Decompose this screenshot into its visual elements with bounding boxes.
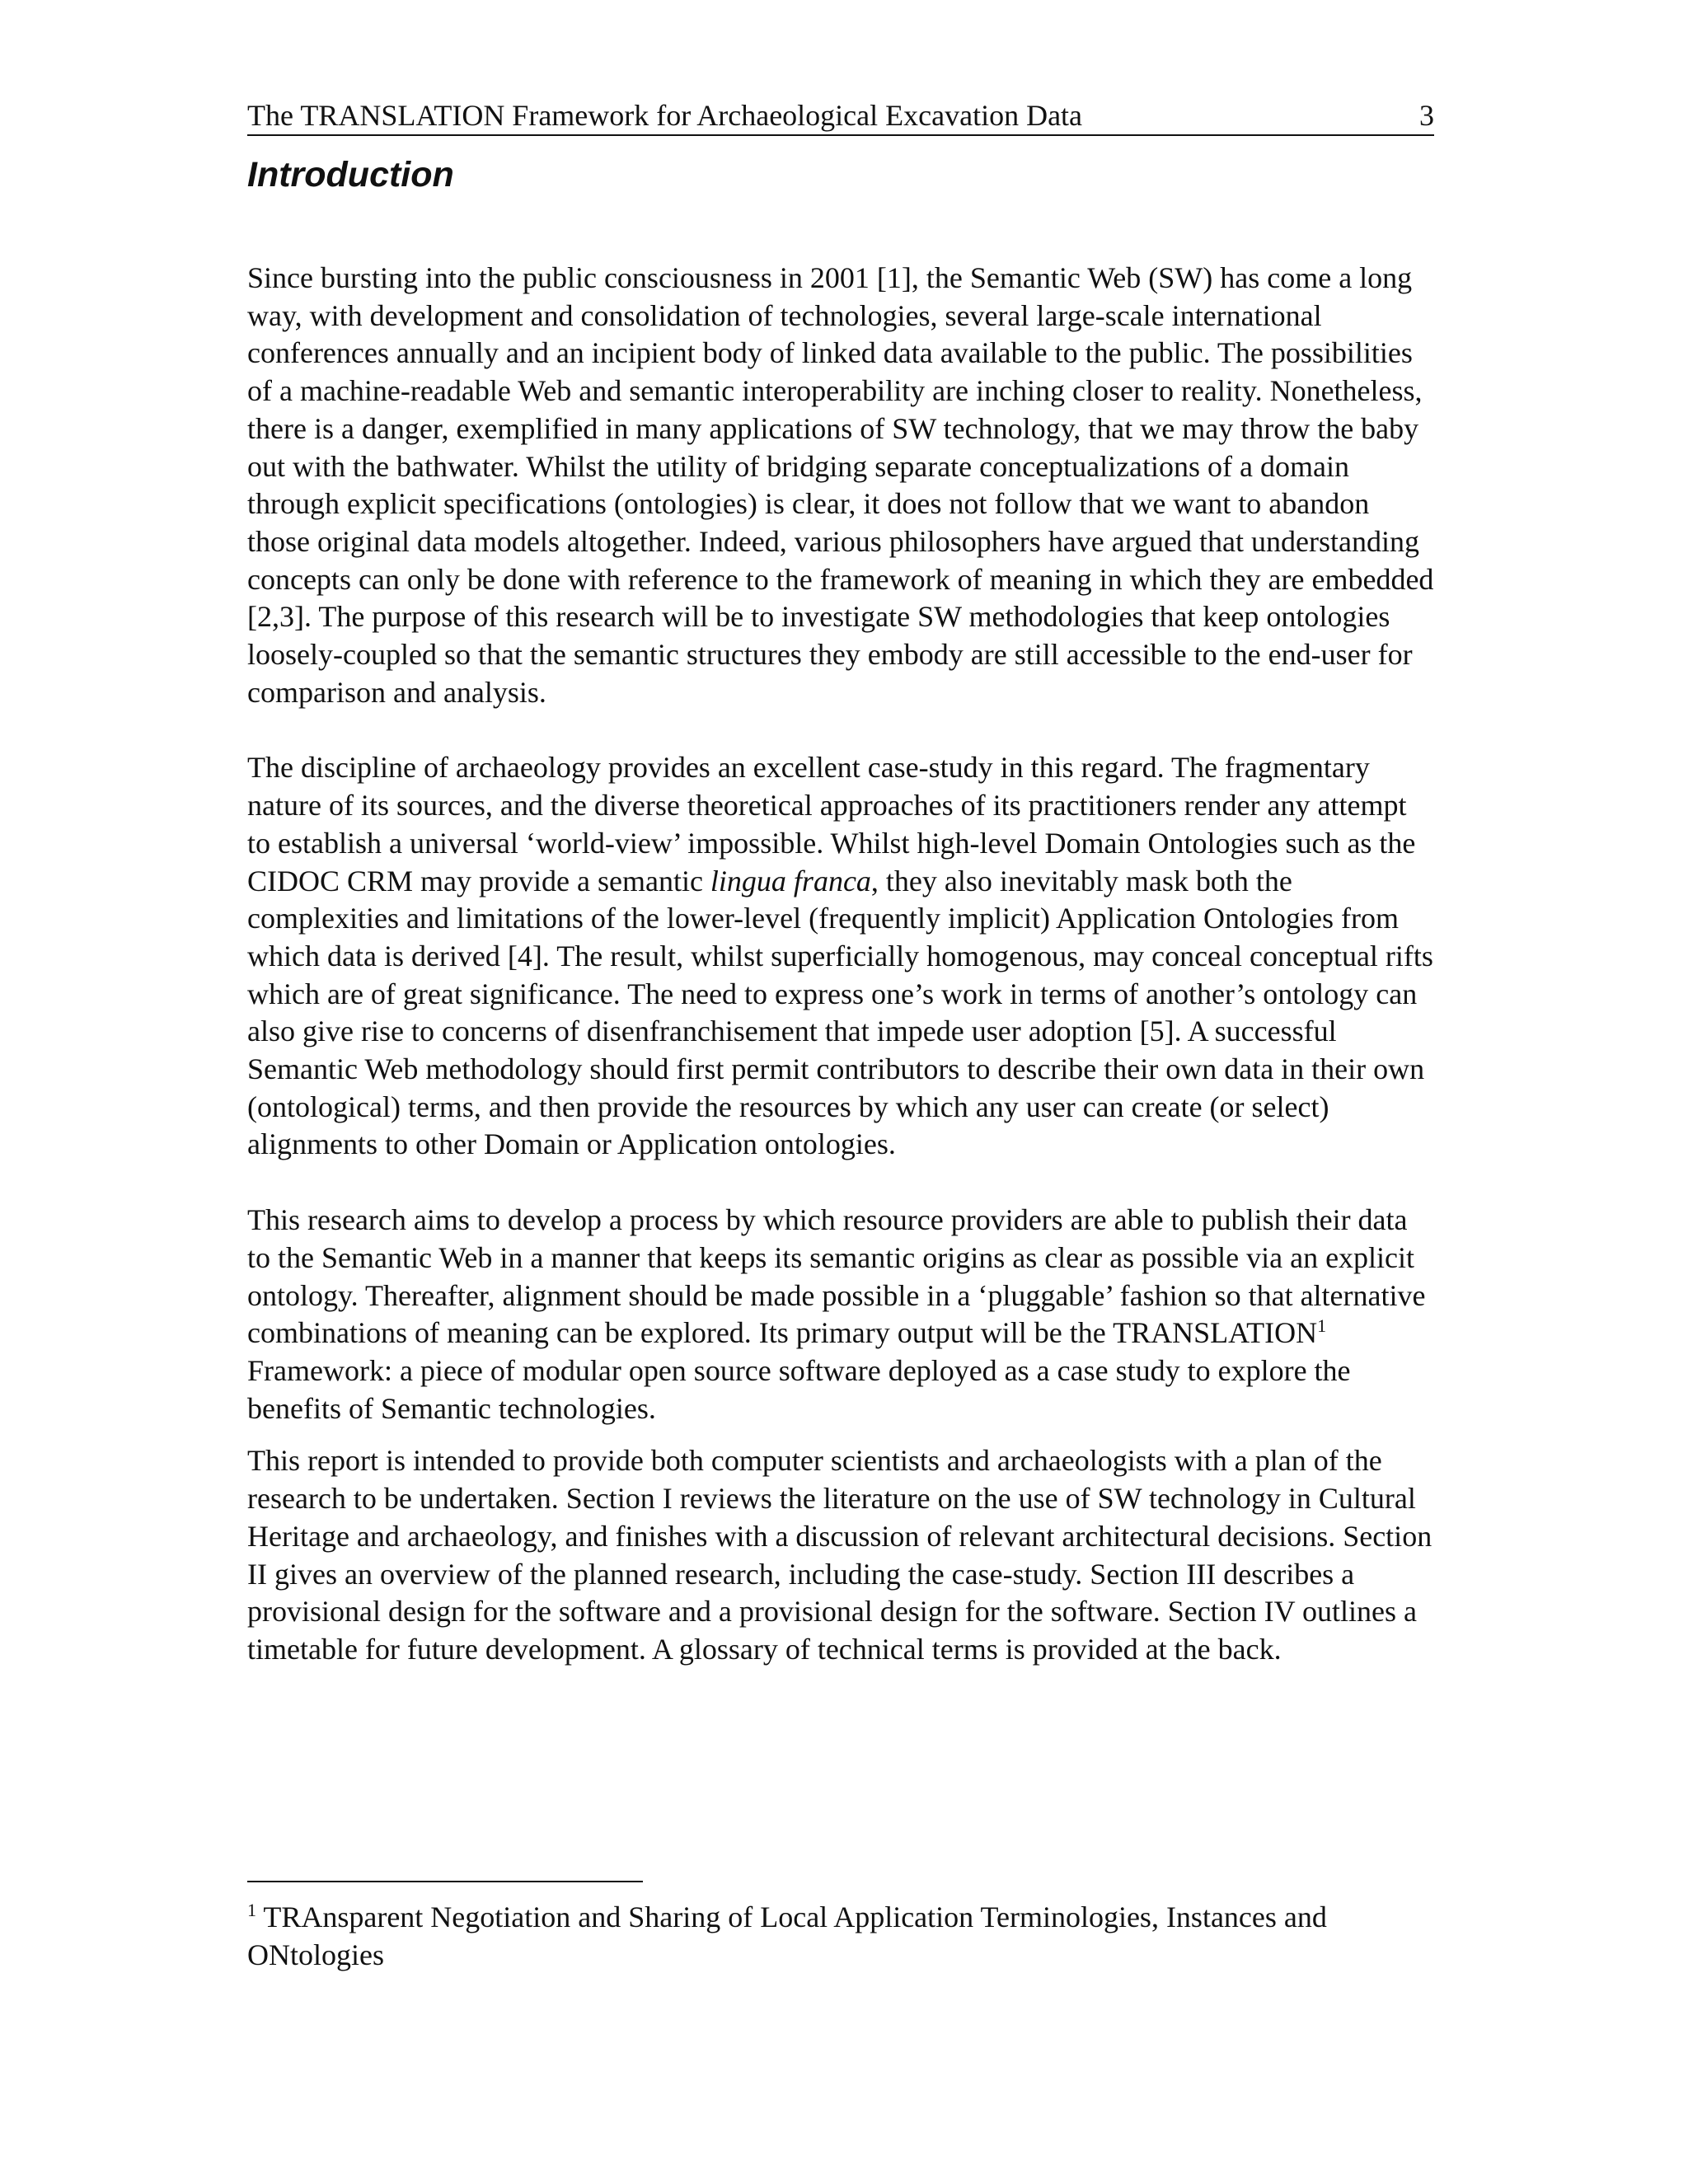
- footnote: [247, 1898, 1434, 1974]
- paragraph-3-text-a: This research aims to develop a process by which resource providers are able to publish their data to the Semantic Web in a manner that keeps its semantic origins as clear as possible via an explicit ontology. Thereafter, alignment should be made possible in a ‘pluggable’ fashion so that alternative combinations of meaning can be explored. Its primary output will be the TRANSLATION: [247, 1203, 1426, 1350]
- header-title: The TRANSLATION Framework for Archaeological Excavation Data: [247, 99, 1083, 132]
- paragraph-3-text-b: Framework: a piece of modular open source software deployed as a case study to explore the benefits of Semantic technologies.: [247, 1353, 1351, 1425]
- paragraph-2-text-a: The discipline of archaeology provides an excellent case-study in this regard. The fragmentary nature of its sources, and the diverse theoretical approaches of its practitioners render any attempt to establish a universal ‘world-view’ impossible. Whilst high-level Domain Ontologies such as the CIDOC CRM may provide a semantic: [247, 751, 1416, 898]
- document-page: [247, 0, 1434, 2184]
- page-number: 3: [1419, 99, 1434, 132]
- footnote-reference[interactable]: 1: [1317, 1315, 1327, 1337]
- paragraph-3: [247, 1202, 1434, 1427]
- footnote-text: TRAnsparent Negotiation and Sharing of Local Application Terminologies, Instances and ONtologies: [247, 1900, 1327, 1971]
- section-title: Introduction: [247, 155, 454, 194]
- footnote-divider: [247, 1881, 643, 1882]
- body-text: [247, 260, 1434, 1669]
- paragraph-4: This report is intended to provide both computer scientists and archaeologists with a plan of the research to be undertaken. Section I reviews the literature on the use of SW technology in Cultural Heritage and archaeology, and finishes with a discussion of relevant architectural decisions. Section II gives an overview of the planned research, including the case-study. Section III describes a provisional design for the software and a provisional design for the software. Section IV outlines a timetable for future development. A glossary of technical terms is provided at the back.: [247, 1444, 1432, 1666]
- paragraph-2-text-b: , they also inevitably mask both the complexities and limitations of the lower-level (frequently implicit) Application Ontologies from which data is derived [4]. The result, whilst superficially homogenous, may conceal conceptual rifts which are of great significance. The need to express one’s work in terms of another’s ontology can also give rise to concerns of disenfranchisement that impede user adoption [5]. A successful Semantic Web methodology should first permit contributors to describe their own data in their own (ontological) terms, and then provide the resources by which any user can create (or select) alignments to other Domain or Application ontologies.: [247, 864, 1433, 1161]
- footnote-marker: 1: [247, 1900, 256, 1920]
- paragraph-2-italic-term: lingua franca: [710, 864, 871, 898]
- paragraph-2: [247, 749, 1434, 1164]
- paragraph-1: Since bursting into the public consciousness in 2001 [1], the Semantic Web (SW) has come a long way, with development and consolidation of technologies, several large-scale international conferences annually and an incipient body of linked data available to the public. The possibilities of a machine-readable Web and semantic interoperability are inching closer to reality. Nonetheless, there is a danger, exemplified in many applications of SW technology, that we may throw the baby out with the bathwater. Whilst the utility of bridging separate conceptualizations of a domain through explicit specifications (ontologies) is clear, it does not follow that we want to abandon those original data models altogether. Indeed, various philosophers have argued that understanding concepts can only be done with reference to the framework of meaning in which they are embedded [2,3]. The purpose of this research will be to investigate SW methodologies that keep ontologies loosely-coupled so that the semantic structures they embody are still accessible to the end-user for comparison and analysis.: [247, 261, 1434, 709]
- running-header: [247, 97, 1434, 136]
